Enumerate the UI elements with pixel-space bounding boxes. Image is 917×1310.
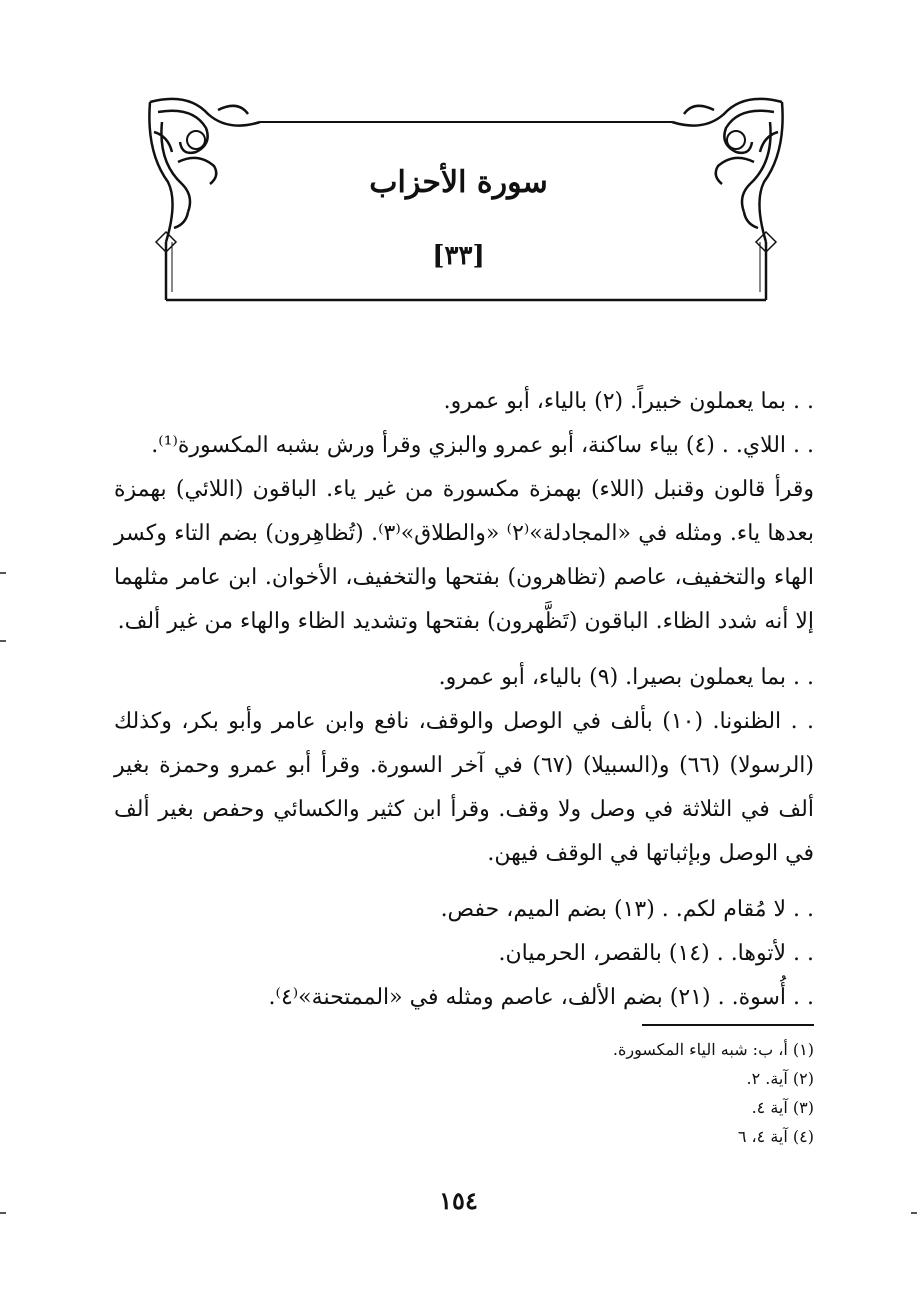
sura-title: سورة الأحزاب bbox=[369, 165, 548, 200]
footnote: (٣) آية ٤. bbox=[751, 1098, 814, 1117]
footnotes bbox=[480, 1035, 814, 1151]
scan-speck bbox=[0, 640, 6, 642]
body-paragraph: وقرأ قالون وقنبل (اللاء) بهمزة مكسورة من غير ياء. الباقون (اللائي) بهمزة بعدها ياء. ومثله في «المجادلة»⁽٢⁾ «والطلاق»⁽٣⁾. (تُظاهِرون) بضم التاء وكسر الهاء والتخفيف، عاصم (تظاهرون) بفتحها والتخفيف، الأخوان. ابن عامر مثلهما إلا أنه شدد الظاء. الباقون (تَظَّهرون) بفتحها وتشديد الظاء والهاء من غير ألف. bbox=[114, 477, 814, 634]
scan-speck bbox=[0, 1212, 6, 1214]
body-line: . . لا مُقام لكم. . (١٣) بضم الميم، حفص. bbox=[440, 897, 814, 922]
body-line: . . اللاي. . (٤) بياء ساكنة، أبو عمرو والبزي وقرأ ورش بشبه المكسورة⁽¹⁾. bbox=[151, 433, 814, 458]
scan-speck bbox=[0, 572, 6, 574]
footnote: (٢) آية. ٢. bbox=[746, 1069, 814, 1088]
scan-speck bbox=[911, 1212, 917, 1214]
body-paragraph: . . الظنونا. (١٠) بألف في الوصل والوقف، نافع وابن عامر وأبو بكر، وكذلك (الرسولا) (٦٦) و(السبيلا) (٦٧) في آخر السورة. وقرأ أبو عمرو وحمزة بغير ألف في الثلاثة في وصل ولا وقف. وقرأ ابن كثير والكسائي وحفص بغير ألف في الوصل وبإثباتها في الوقف فيهن. bbox=[114, 709, 815, 866]
body-line: . . بما يعملون خبيراً. (٢) بالياء، أبو عمرو. bbox=[443, 389, 814, 414]
body-line: . . أُسوة. . (٢١) بضم الألف، عاصم ومثله في «الممتحنة»⁽٤⁾. bbox=[268, 985, 814, 1010]
page-number: ١٥٤ bbox=[439, 1186, 478, 1215]
footnote: (٤) آية ٤، ٦ bbox=[737, 1127, 814, 1146]
body-line: . . لأتوها. . (١٤) بالقصر، الحرميان. bbox=[498, 941, 814, 966]
body-line: . . بما يعملون بصيرا. (٩) بالياء، أبو عمرو. bbox=[438, 665, 814, 690]
page-body bbox=[114, 380, 814, 1020]
sura-number: [٣٣] bbox=[432, 241, 485, 271]
footnote: (١) أ، ب: شبه الياء المكسورة. bbox=[612, 1040, 814, 1059]
footnote-separator bbox=[642, 1024, 814, 1026]
